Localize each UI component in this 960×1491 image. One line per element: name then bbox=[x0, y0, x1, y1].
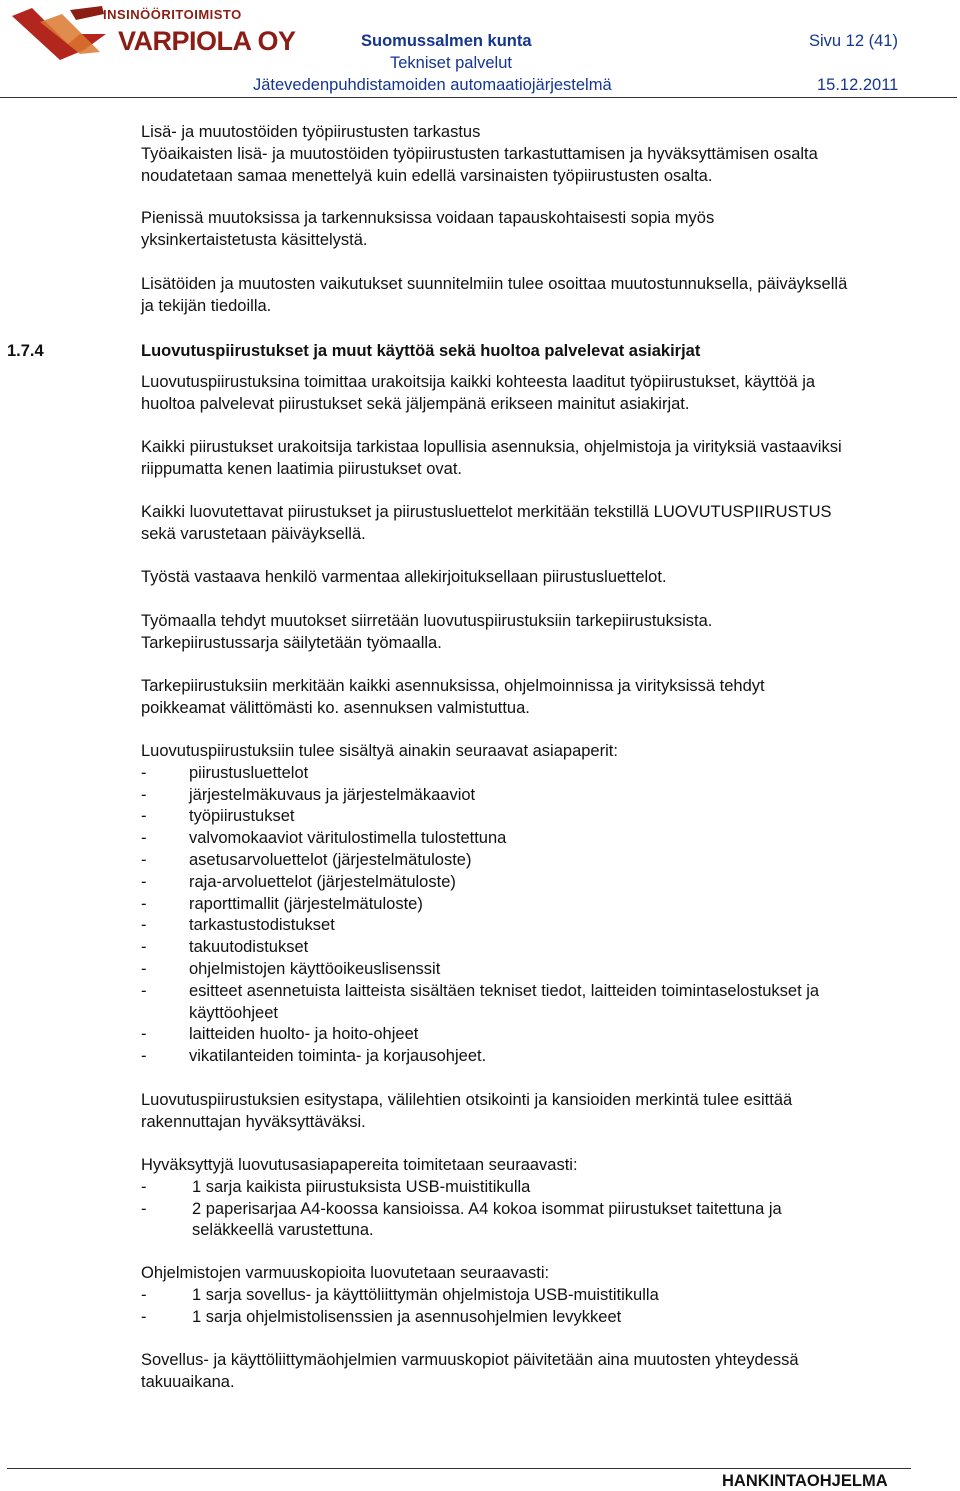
list-item: - työpiirustukset bbox=[141, 806, 931, 828]
list-bullet: - bbox=[141, 1047, 147, 1066]
list-item: - asetusarvoluettelot (järjestelmätuloste) bbox=[141, 850, 931, 872]
text-line: Kaikki piirustukset urakoitsija tarkistaa lopullisia asennuksia, ohjelmistoja ja virityksiä vastaaviksi bbox=[141, 438, 842, 456]
text-line: Tarkepiirustussarja säilytetään työmaalla. bbox=[141, 633, 442, 652]
list-item: - valvomokaaviot väritulostimella tulostettuna bbox=[141, 828, 931, 850]
list-bullet: - bbox=[141, 807, 147, 826]
list-item: - 2 paperisarjaa A4-koossa kansioissa. A4 kokoa isommat piirustukset taitettuna ja seläkkeellä varustettuna. bbox=[141, 1199, 782, 1240]
list-bullet: - bbox=[141, 1285, 147, 1304]
list-bullet: - bbox=[141, 763, 147, 782]
text-line: rakennuttajan hyväksyttäväksi. bbox=[141, 1112, 366, 1131]
list-item: - piirustusluettelot bbox=[141, 763, 931, 785]
section-paragraph-4: Työstä vastaava henkilö varmentaa allekirjoituksellaan piirustusluettelot. bbox=[141, 568, 667, 586]
header-document-title: Jätevedenpuhdistamoiden automaatiojärjestelmä bbox=[253, 76, 612, 94]
intro-subheading: Lisä- ja muutostöiden työpiirustusten tarkastus bbox=[141, 123, 481, 141]
list-item: - raporttimallit (järjestelmätuloste) bbox=[141, 894, 931, 916]
header-date: 15.12.2011 bbox=[817, 76, 899, 94]
list-bullet: - bbox=[141, 959, 147, 978]
section-paragraph-1 bbox=[141, 372, 815, 416]
list-item: - esitteet asennetuista laitteista sisältäen tekniset tiedot, laitteiden toimintaselostukset ja käyttöohjeet bbox=[141, 981, 820, 1022]
list-bullet: - bbox=[141, 1199, 147, 1218]
delivery-list bbox=[141, 1155, 931, 1242]
documents-list bbox=[141, 741, 931, 1068]
list-item: - 1 sarja ohjelmistolisenssien ja asennusohjelmien levykkeet bbox=[141, 1307, 931, 1329]
list-bullet: - bbox=[141, 894, 147, 913]
text-line: noudatetaan samaa menettelyä kuin edellä varsinaisten työpiirustusten osalta. bbox=[141, 166, 713, 185]
list-item: - laitteiden huolto- ja hoito-ohjeet bbox=[141, 1024, 931, 1046]
logo-mark-icon bbox=[10, 4, 110, 62]
intro-paragraph-1 bbox=[141, 122, 818, 187]
list-item: - raja-arvoluettelot (järjestelmätuloste) bbox=[141, 872, 931, 894]
logo-line1: INSINÖÖRITOIMISTO bbox=[103, 7, 242, 22]
footer-divider bbox=[7, 1468, 911, 1469]
text-line: huoltoa palvelevat piirustukset sekä jäljempänä erikseen mainitut asiakirjat. bbox=[141, 394, 690, 413]
section-paragraph-3 bbox=[141, 502, 832, 546]
text-line: riippumatta kenen laatimia piirustukset ovat. bbox=[141, 459, 462, 478]
text-line: Luovutuspiirustuksien esitystapa, välilehtien otsikointi ja kansioiden merkintä tulee esittää bbox=[141, 1091, 793, 1109]
list-bullet: - bbox=[141, 829, 147, 848]
header-department: Tekniset palvelut bbox=[390, 54, 512, 72]
intro-paragraph-2 bbox=[141, 208, 714, 252]
footer-label: HANKINTAOHJELMA bbox=[722, 1472, 888, 1490]
text-line: ja tekijän tiedoilla. bbox=[141, 296, 272, 315]
list-bullet: - bbox=[141, 872, 147, 891]
text-line: Lisätöiden ja muutosten vaikutukset suunnitelmiin tulee osoittaa muutostunnuksella, päiväyksellä bbox=[141, 275, 848, 293]
list-intro: Luovutuspiirustuksiin tulee sisältyä ainakin seuraavat asiapaperit: bbox=[141, 742, 618, 760]
logo-line2: VARPIOLA OY bbox=[118, 26, 296, 56]
intro-paragraph-3 bbox=[141, 274, 847, 318]
list-bullet: - bbox=[141, 1307, 147, 1326]
list-intro: Hyväksyttyjä luovutusasiapapereita toimitetaan seuraavasti: bbox=[141, 1156, 578, 1174]
list-intro: Ohjelmistojen varmuuskopioita luovutetaan seuraavasti: bbox=[141, 1264, 550, 1282]
section-title: Luovutuspiirustukset ja muut käyttöä sekä huoltoa palvelevat asiakirjat bbox=[141, 342, 701, 360]
list-item: - tarkastustodistukset bbox=[141, 915, 931, 937]
text-line: Kaikki luovutettavat piirustukset ja piirustusluettelot merkitään tekstillä LUOVUTUSPIIRUSTUS bbox=[141, 503, 832, 521]
list-item: - järjestelmäkuvaus ja järjestelmäkaaviot bbox=[141, 785, 931, 807]
list-item: - takuutodistukset bbox=[141, 937, 931, 959]
list-bullet: - bbox=[141, 938, 147, 957]
list-bullet: - bbox=[141, 981, 147, 1000]
section-paragraph-7 bbox=[141, 1090, 792, 1134]
text-line: Luovutuspiirustuksina toimittaa urakoitsija kaikki kohteesta laaditut työpiirustukset, käyttöä ja bbox=[141, 373, 816, 391]
text-line: Työaikaisten lisä- ja muutostöiden työpiirustusten tarkastuttamisen ja hyväksyttämisen osalta bbox=[141, 144, 818, 163]
list-item: - 1 sarja sovellus- ja käyttöliittymän ohjelmistoja USB-muistitikulla bbox=[141, 1285, 931, 1307]
text-line: poikkeamat välittömästi ko. asennuksen valmistuttua. bbox=[141, 698, 530, 717]
section-paragraph-8 bbox=[141, 1350, 799, 1394]
header-divider bbox=[0, 97, 957, 98]
backup-list bbox=[141, 1263, 931, 1328]
list-item: - ohjelmistojen käyttöoikeuslisenssit bbox=[141, 959, 931, 981]
list-bullet: - bbox=[141, 850, 147, 869]
section-number: 1.7.4 bbox=[7, 342, 44, 360]
text-line: Tarkepiirustuksiin merkitään kaikki asennuksissa, ohjelmoinnissa ja virityksissä tehdyt bbox=[141, 677, 765, 695]
list-bullet: - bbox=[141, 785, 147, 804]
text-line: Pienissä muutoksissa ja tarkennuksissa voidaan tapauskohtaisesti sopia myös bbox=[141, 209, 715, 227]
section-paragraph-2 bbox=[141, 437, 842, 481]
page-number: Sivu 12 (41) bbox=[809, 32, 898, 50]
text-line: sekä varustetaan päiväyksellä. bbox=[141, 524, 366, 543]
text-line: takuuaikana. bbox=[141, 1372, 235, 1391]
header-organization: Suomussalmen kunta bbox=[361, 32, 532, 50]
list-bullet: - bbox=[141, 1177, 147, 1196]
text-line: Työmaalla tehdyt muutokset siirretään luovutuspiirustuksiin tarkepiirustuksista. bbox=[141, 612, 713, 630]
list-bullet: - bbox=[141, 916, 147, 935]
list-bullet: - bbox=[141, 1025, 147, 1044]
section-paragraph-5 bbox=[141, 611, 712, 655]
list-item: - 1 sarja kaikista piirustuksista USB-muistitikulla bbox=[141, 1177, 931, 1199]
text-line: Sovellus- ja käyttöliittymäohjelmien varmuuskopiot päivitetään aina muutosten yhteydessä bbox=[141, 1351, 799, 1369]
text-line: yksinkertaistetusta käsittelystä. bbox=[141, 230, 368, 249]
list-item: - vikatilanteiden toiminta- ja korjausohjeet. bbox=[141, 1046, 931, 1068]
section-paragraph-6 bbox=[141, 676, 765, 720]
